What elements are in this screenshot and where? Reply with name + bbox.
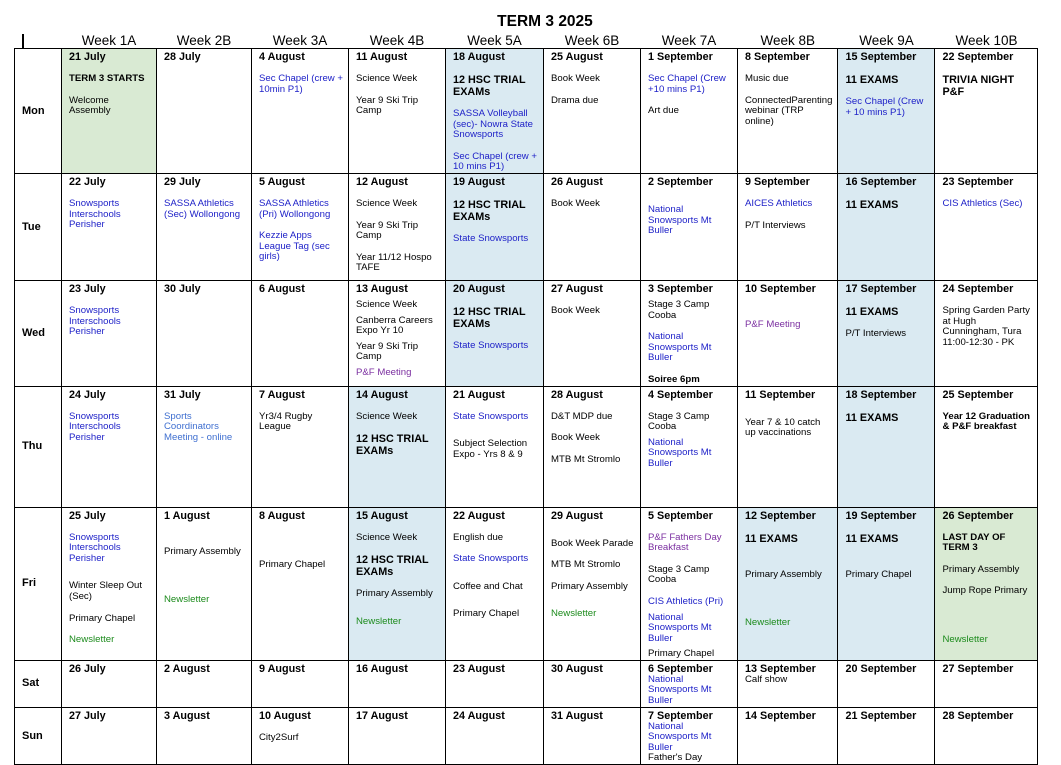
day-row-fri [15, 507, 1038, 660]
cell-date: 31 August [551, 709, 603, 722]
calendar-body [15, 49, 1038, 765]
week-header: Week 5A [446, 34, 544, 49]
calendar-cell [62, 660, 157, 707]
cell-event: Year 11/12 Hospo TAFE [356, 251, 432, 274]
calendar-cell [252, 173, 349, 280]
cell-date: 14 August [356, 388, 408, 401]
cell-event: P&F Meeting [356, 366, 412, 378]
calendar-cell [838, 507, 935, 660]
calendar-cell [252, 660, 349, 707]
cell-date: 9 August [259, 662, 305, 675]
calendar-cell [446, 507, 544, 660]
cell-date: 27 September [942, 662, 1014, 675]
day-row-thu [15, 386, 1038, 507]
calendar-cell [62, 49, 157, 174]
cell-event: Primary Assembly [942, 563, 1020, 575]
cell-date: 30 July [164, 282, 201, 295]
cell-date: 1 August [164, 509, 210, 522]
cell-date: 4 September [648, 388, 713, 401]
cell-event: State Snowsports [453, 553, 529, 565]
cell-event: National Snowsports Mt Buller [648, 436, 712, 469]
calendar-cell [544, 507, 641, 660]
cell-date: 16 August [356, 662, 408, 675]
cell-event: Book Week Parade [551, 537, 634, 549]
cell-event: TRIVIA NIGHT P&F [942, 74, 1015, 98]
cell-event: National Snowsports Mt Buller [648, 720, 712, 753]
cell-event: SASSA Athletics (Pri) Wollongong [259, 197, 331, 220]
cell-date: 5 September [648, 509, 713, 522]
cell-event: Newsletter [942, 633, 988, 645]
cell-date: 8 September [745, 51, 810, 63]
cell-event: Yr3/4 Rugby League [259, 410, 313, 433]
calendar-cell [838, 173, 935, 280]
calendar-cell [935, 173, 1038, 280]
calendar-cell [838, 49, 935, 174]
cell-event: Sports Coordinators Meeting - online [164, 410, 233, 443]
cell-event: MTB Mt Stromlo [551, 559, 621, 571]
cell-event: Stage 3 Camp Cooba [648, 298, 710, 321]
cell-event: D&T MDP due [551, 410, 613, 422]
cell-event: 11 EXAMS [845, 74, 899, 86]
cell-event: Snowsports Interschools Perisher [69, 410, 121, 443]
cell-event: 12 HSC TRIAL EXAMs [453, 198, 526, 223]
cell-date: 17 September [845, 282, 917, 295]
cell-event: Snowsports Interschools Perisher [69, 304, 121, 338]
cell-event: Primary Chapel [648, 648, 715, 660]
cell-date: 12 September [745, 509, 816, 522]
cell-date: 29 August [551, 509, 603, 522]
day-label: Fri [15, 507, 62, 660]
week-header: Week 4B [349, 34, 446, 49]
cell-event: Stage 3 Camp Cooba [648, 563, 710, 586]
calendar-cell [157, 280, 252, 386]
calendar-cell [62, 707, 157, 764]
cell-event: CIS Athletics (Sec) [942, 197, 1023, 209]
cell-date: 25 September [942, 388, 1014, 401]
cell-date: 28 September [942, 709, 1014, 722]
calendar-cell [935, 707, 1038, 764]
day-row-tue [15, 173, 1038, 280]
cell-event: Science Week [356, 531, 418, 543]
cell-event: Science Week [356, 73, 418, 84]
cell-event: 12 HSC TRIAL EXAMs [453, 305, 526, 330]
cell-date: 26 September [942, 509, 1014, 522]
calendar-cell [641, 660, 738, 707]
cell-date: 4 August [259, 51, 305, 63]
cell-event: Sec Chapel (Crew + 10 mins P1) [845, 96, 924, 118]
cell-event: 11 EXAMS [845, 532, 899, 545]
calendar-cell [738, 280, 838, 386]
cell-event: 11 EXAMS [845, 411, 899, 424]
cell-event: Kezzie Apps League Tag (sec girls) [259, 230, 330, 263]
cell-event: Stage 3 Camp Cooba [648, 410, 710, 433]
day-label: Wed [15, 280, 62, 386]
cell-event: Subject Selection Expo - Yrs 8 & 9 [453, 438, 528, 460]
cell-date: 6 August [259, 282, 305, 295]
cell-event: Drama due [551, 94, 599, 106]
calendar-cell [935, 507, 1038, 660]
calendar-cell [838, 660, 935, 707]
calendar-cell [62, 507, 157, 660]
day-label: Sun [15, 707, 62, 764]
cell-event: Primary Chapel [259, 558, 326, 570]
calendar-cell [62, 173, 157, 280]
calendar-cell [935, 386, 1038, 507]
cell-event: Science Week [356, 197, 418, 209]
cell-event: Jump Rope Primary [942, 585, 1028, 597]
cell-date: 26 July [69, 662, 106, 675]
calendar-cell [446, 386, 544, 507]
cell-date: 27 August [551, 282, 603, 295]
calendar-cell [738, 507, 838, 660]
cell-event: Sec Chapel (crew + 10min P1) [259, 73, 343, 95]
cell-event: Canberra Careers Expo Yr 10 [356, 314, 433, 337]
cell-event: Primary Chapel [453, 608, 520, 620]
cell-event: Year 9 Ski Trip Camp [356, 219, 419, 242]
cell-date: 24 July [69, 388, 106, 401]
week-header: Week 8B [738, 34, 838, 49]
cell-date: 8 August [259, 509, 305, 522]
cell-date: 19 August [453, 175, 505, 188]
week-header: Week 6B [544, 34, 641, 49]
cell-date: 2 August [164, 662, 210, 675]
day-label: Tue [15, 173, 62, 280]
cell-date: 30 August [551, 662, 603, 675]
calendar-cell [935, 660, 1038, 707]
cell-event: Book Week [551, 73, 600, 84]
cell-date: 28 August [551, 388, 603, 401]
day-label: Thu [15, 386, 62, 507]
cell-event: Year 9 Ski Trip Camp [356, 94, 419, 117]
cell-event: National Snowsports Mt Buller [648, 203, 712, 237]
cell-event: Art due [648, 105, 679, 117]
cell-event: Welcome Assembly [69, 94, 111, 117]
cell-event: Science Week [356, 298, 418, 310]
calendar-cell [157, 49, 252, 174]
day-label: Sat [15, 660, 62, 707]
calendar-cell [62, 280, 157, 386]
cell-date: 11 August [356, 51, 408, 63]
week-header-row [15, 34, 1038, 49]
cell-event: Newsletter [551, 608, 597, 620]
calendar-cell [738, 660, 838, 707]
calendar-cell [544, 49, 641, 174]
calendar-cell [252, 280, 349, 386]
cell-event: National Snowsports Mt Buller [648, 611, 712, 644]
cell-date: 10 August [259, 709, 311, 722]
cell-event: SASSA Athletics (Sec) Wollongong [164, 197, 241, 220]
cell-event: National Snowsports Mt Buller [648, 673, 712, 707]
cell-event: Year 7 & 10 catch up vaccinations [745, 416, 821, 439]
calendar-cell [838, 707, 935, 764]
cell-event: Newsletter [69, 634, 115, 646]
calendar-cell [446, 660, 544, 707]
cell-date: 23 August [453, 662, 505, 675]
cell-event: 12 HSC TRIAL EXAMs [356, 433, 429, 458]
cell-event: Primary Chapel [69, 612, 136, 624]
page-title: TERM 3 2025 [497, 13, 593, 30]
term-calendar [14, 34, 1038, 765]
cell-event: 11 EXAMS [745, 532, 798, 545]
cell-date: 9 September [745, 175, 810, 188]
cell-event: Year 9 Ski Trip Camp [356, 340, 419, 363]
week-header: Week 3A [252, 34, 349, 49]
calendar-cell [641, 507, 738, 660]
calendar-cell [641, 280, 738, 386]
week-header: Week 1A [62, 34, 157, 49]
cell-date: 15 August [356, 509, 408, 522]
cell-event: P/T Interviews [745, 219, 806, 231]
cell-event: Calf show [745, 673, 788, 685]
calendar-cell [641, 49, 738, 174]
cell-event: Music due [745, 73, 789, 84]
calendar-cell [349, 173, 446, 280]
cell-event: Primary Assembly [745, 568, 822, 580]
week-header: Week 9A [838, 34, 935, 49]
calendar-cell [252, 707, 349, 764]
cell-event: Winter Sleep Out (Sec) [69, 580, 143, 602]
cell-event: ConnectedParenting webinar (TRP online) [745, 94, 833, 127]
cell-date: 16 September [845, 175, 917, 188]
calendar-cell [935, 49, 1038, 174]
cell-event: 11 EXAMS [845, 305, 899, 318]
cell-event: P&F Meeting [745, 318, 801, 330]
cell-event: SASSA Volleyball (sec)- Nowra State Snowsports [453, 108, 533, 141]
cell-event: AICES Athletics [745, 197, 813, 209]
calendar-cell [544, 660, 641, 707]
calendar-cell [157, 707, 252, 764]
cell-date: 13 August [356, 282, 408, 295]
cell-event: Coffee and Chat [453, 580, 523, 592]
calendar-cell [738, 707, 838, 764]
calendar-cell [738, 173, 838, 280]
cell-date: 29 July [164, 175, 201, 188]
day-row-wed [15, 280, 1038, 386]
calendar-cell [544, 386, 641, 507]
calendar-cell [641, 707, 738, 764]
cell-event: Primary Chapel [845, 568, 912, 580]
cell-date: 2 September [648, 175, 713, 188]
calendar-cell [252, 507, 349, 660]
calendar-cell [641, 173, 738, 280]
cell-date: 22 September [942, 51, 1014, 63]
calendar-cell [446, 49, 544, 174]
cell-event: Spring Garden Party at Hugh Cunningham, Tura 11:00-12:30 - PK [942, 304, 1030, 348]
cell-event: Book Week [551, 432, 600, 444]
cell-event: English due [453, 531, 504, 543]
day-label: Mon [15, 49, 62, 174]
cell-date: 5 August [259, 175, 305, 188]
cell-event: Year 12 Graduation & P&F breakfast [942, 410, 1030, 433]
calendar-cell [544, 173, 641, 280]
cell-date: 7 September [648, 709, 713, 722]
week-header: Week 7A [641, 34, 738, 49]
calendar-cell [252, 386, 349, 507]
calendar-cell [62, 386, 157, 507]
cell-date: 3 September [648, 282, 713, 295]
cell-date: 22 August [453, 509, 505, 522]
cell-event: Soiree 6pm [648, 373, 700, 385]
cell-event: Newsletter [356, 615, 402, 627]
cell-date: 23 July [69, 282, 106, 295]
calendar-cell [252, 49, 349, 174]
calendar-cell [544, 280, 641, 386]
cell-date: 15 September [845, 51, 917, 63]
cell-event: Book Week [551, 197, 600, 209]
cell-event: Father's Day [648, 752, 703, 764]
calendar-cell [935, 280, 1038, 386]
cell-date: 11 September [745, 388, 816, 401]
calendar-cell [738, 49, 838, 174]
cell-event: State Snowsports [453, 232, 529, 244]
cell-event: 11 EXAMS [845, 198, 899, 211]
cell-event: P&F Fathers Day Breakfast [648, 531, 722, 554]
cell-date: 7 August [259, 388, 305, 401]
cell-date: 24 September [942, 282, 1014, 295]
cell-event: Sec Chapel (crew + 10 mins P1) [453, 150, 537, 173]
cell-date: 23 September [942, 175, 1014, 188]
cell-date: 20 September [845, 662, 917, 675]
cell-event: Primary Assembly [164, 545, 241, 557]
cell-date: 18 August [453, 51, 505, 63]
cell-date: 21 August [453, 388, 505, 401]
calendar-cell [641, 386, 738, 507]
calendar-cell [446, 173, 544, 280]
cell-date: 24 August [453, 709, 505, 722]
cell-date: 31 July [164, 388, 201, 401]
cell-event: Snowsports Interschools Perisher [69, 197, 121, 231]
calendar-cell [838, 280, 935, 386]
calendar-cell [157, 507, 252, 660]
cell-event: 12 HSC TRIAL EXAMs [453, 74, 526, 98]
cell-date: 21 September [845, 709, 917, 722]
cell-event: Science Week [356, 410, 418, 422]
cell-event: City2Surf [259, 731, 299, 743]
cell-event: Sec Chapel (Crew +10 mins P1) [648, 73, 726, 95]
cell-event: Book Week [551, 304, 600, 316]
cell-event: State Snowsports [453, 339, 529, 351]
cell-date: 17 August [356, 709, 408, 722]
cell-date: 28 July [164, 51, 201, 63]
day-row-sat [15, 660, 1038, 707]
cell-date: 19 September [845, 509, 917, 522]
cell-date: 13 September [745, 662, 816, 675]
cell-event: TERM 3 STARTS [69, 73, 145, 84]
cell-date: 25 July [69, 509, 106, 522]
calendar-cell [157, 173, 252, 280]
cell-event: Newsletter [164, 594, 210, 606]
cell-date: 14 September [745, 709, 816, 722]
calendar-cell [349, 280, 446, 386]
week-header: Week 2B [157, 34, 252, 49]
cell-event: Snowsports Interschools Perisher [69, 531, 121, 564]
calendar-cell [157, 660, 252, 707]
cell-event: Newsletter [745, 617, 791, 629]
cell-date: 12 August [356, 175, 408, 188]
cell-date: 25 August [551, 51, 603, 63]
cell-date: 21 July [69, 51, 106, 63]
cell-date: 27 July [69, 709, 106, 722]
calendar-cell [446, 280, 544, 386]
cell-event: State Snowsports [453, 410, 529, 422]
cell-event: 12 HSC TRIAL EXAMs [356, 554, 429, 579]
cell-date: 22 July [69, 175, 106, 188]
calendar-cell [838, 386, 935, 507]
calendar-cell [738, 386, 838, 507]
cell-event: MTB Mt Stromlo [551, 453, 621, 465]
cell-event: LAST DAY OF TERM 3 [942, 531, 1006, 554]
calendar-cell [349, 660, 446, 707]
calendar-cell [349, 386, 446, 507]
calendar-cell [349, 507, 446, 660]
cell-event: Primary Assembly [356, 588, 433, 600]
cell-date: 1 September [648, 51, 713, 63]
cell-date: 6 September [648, 662, 713, 675]
header-corner [15, 34, 62, 49]
cell-date: 3 August [164, 709, 210, 722]
calendar-cell [349, 49, 446, 174]
calendar-cell [349, 707, 446, 764]
cell-event: P/T Interviews [845, 327, 907, 339]
day-row-mon [15, 49, 1038, 174]
cell-date: 20 August [453, 282, 505, 295]
cell-event: National Snowsports Mt Buller [648, 331, 712, 364]
calendar-cell [157, 386, 252, 507]
calendar-cell [544, 707, 641, 764]
cell-date: 18 September [845, 388, 917, 401]
day-row-sun [15, 707, 1038, 764]
cell-date: 10 September [745, 282, 816, 295]
calendar-cell [446, 707, 544, 764]
cell-event: CIS Athletics (Pri) [648, 595, 724, 607]
cell-event: Primary Assembly [551, 580, 628, 592]
cell-date: 26 August [551, 175, 603, 188]
week-header: Week 10B [935, 34, 1038, 49]
